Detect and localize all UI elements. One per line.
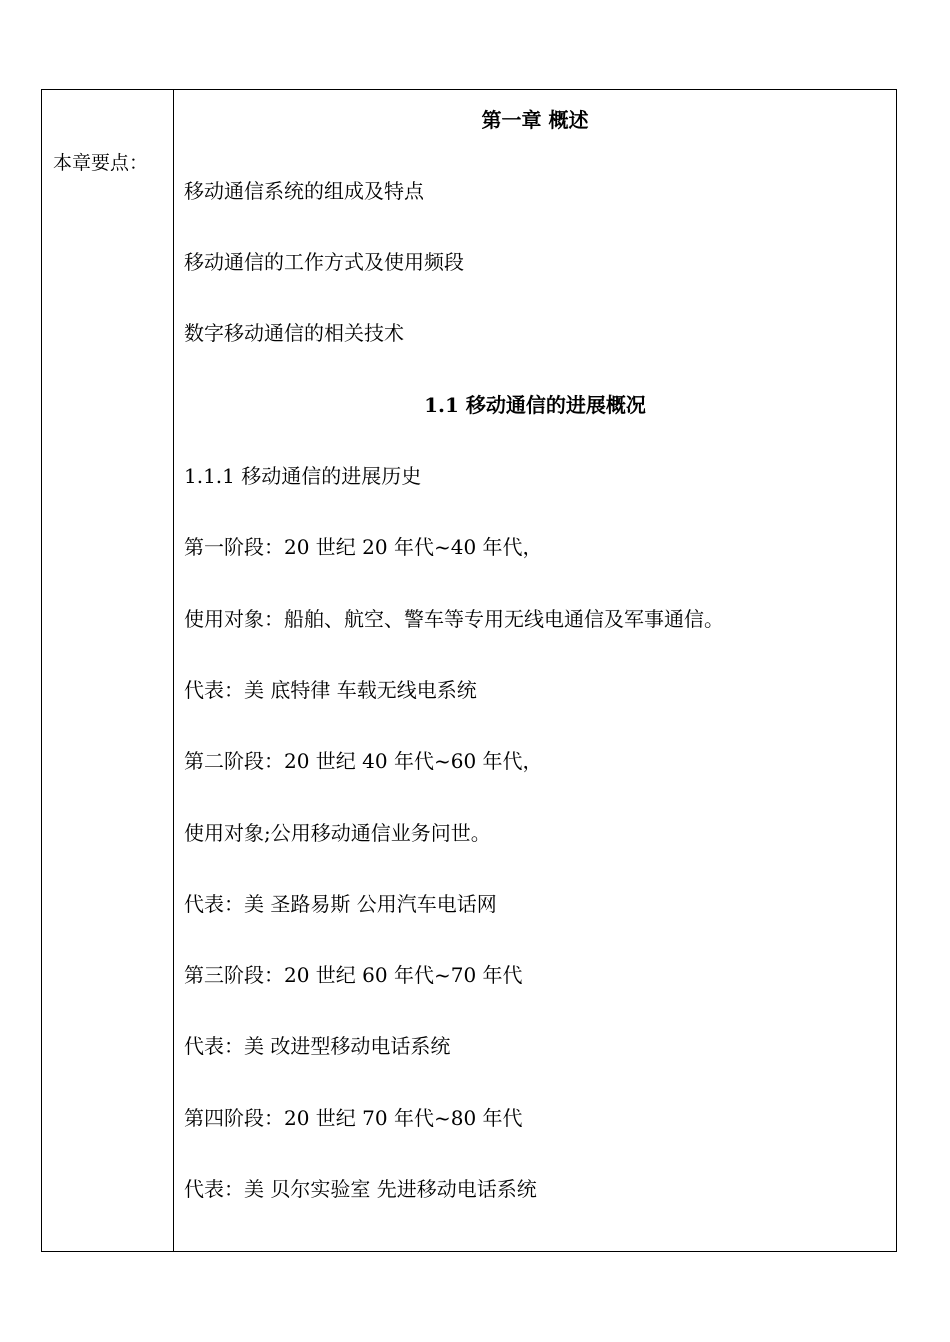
key-point-item: 移动通信的工作方式及使用频段 (184, 250, 464, 274)
key-point-item: 移动通信系统的组成及特点 (184, 179, 424, 203)
content-cell (174, 90, 896, 1251)
history-line: 第一阶段：20 世纪 20 年代~40 年代， (184, 535, 543, 559)
content-table (41, 89, 897, 1252)
section-title: 1.1 移动通信的进展概况 (424, 393, 646, 417)
history-line: 代表：美 贝尔实验室 先进移动电话系统 (184, 1177, 537, 1201)
chapter-key-points-label: 本章要点： (53, 152, 149, 174)
history-line: 第三阶段：20 世纪 60 年代~70 年代 (184, 963, 523, 987)
history-line: 代表：美 底特律 车载无线电系统 (184, 678, 477, 702)
subsection-title: 1.1.1 移动通信的进展历史 (184, 464, 422, 488)
history-line: 第二阶段：20 世纪 40 年代~60 年代， (184, 749, 543, 773)
history-line: 使用对象：船舶、航空、警车等专用无线电通信及军事通信。 (184, 607, 724, 631)
chapter-title: 第一章 概述 (481, 108, 589, 132)
history-line: 第四阶段：20 世纪 70 年代~80 年代 (184, 1106, 523, 1130)
history-line: 代表：美 圣路易斯 公用汽车电话网 (184, 892, 497, 916)
history-line: 代表：美 改进型移动电话系统 (184, 1034, 451, 1058)
history-line: 使用对象;公用移动通信业务问世。 (184, 821, 491, 845)
key-point-item: 数字移动通信的相关技术 (184, 321, 404, 345)
